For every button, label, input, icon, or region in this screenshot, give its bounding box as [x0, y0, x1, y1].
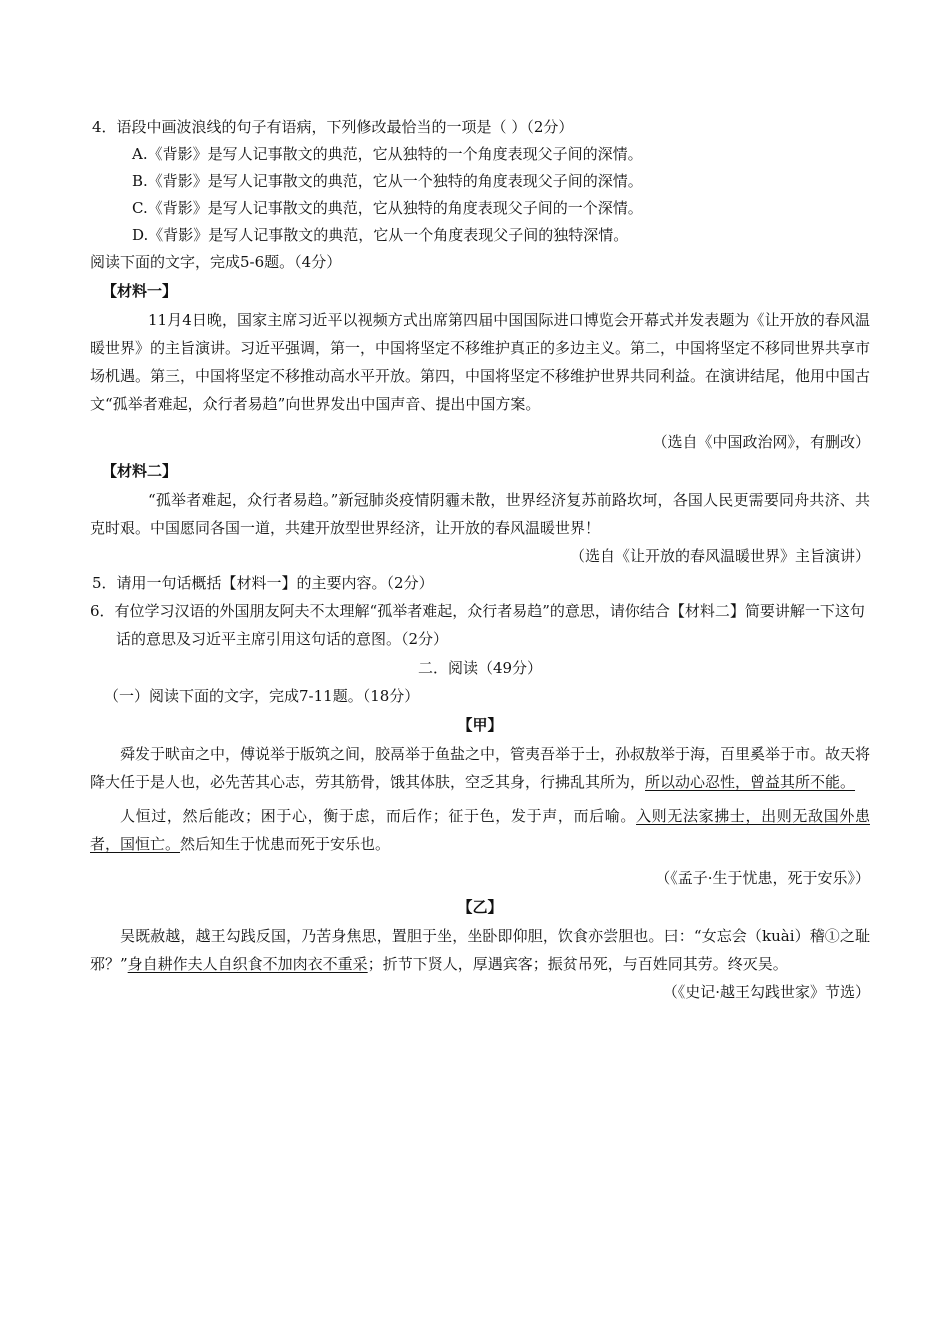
passage-yi-text-1: 吴既赦越，越王勾践反国，乃苦身焦思，置胆于坐，坐卧即仰胆，饮食亦尝胆也。曰：“女忘会（kuài）稽①之耻邪？” — [90, 927, 870, 973]
passage-jia-p2-underlined: 入则无法家拂士，出则无敌国外患者，国恒亡。 — [90, 807, 870, 853]
passage-jia-title: 【甲】 — [457, 716, 503, 734]
passage-yi-source: （《史记·越王勾践世家》节选） — [662, 983, 870, 1001]
passage-yi-underlined: 身自耕作夫人自织食不加肉衣不重采 — [127, 955, 368, 973]
material-2-title: 【材料二】 — [102, 462, 178, 480]
question-6: 6．有位学习汉语的外国朋友阿夫不太理解“孤举者难起，众行者易趋”的意思，请你结合【材料二】简要讲解一下这句话的意思及习近平主席引用这句话的意图。（2分） — [90, 602, 865, 648]
passage-jia-p1-underlined: 所以动心忍性，曾益其所不能。 — [645, 773, 856, 791]
question-4-option-b: B.《背影》是写人记事散文的典范，它从一个独特的角度表现父子间的深情。 — [132, 172, 643, 190]
section-2-title: 二．阅读（49分） — [417, 659, 543, 677]
question-5: 5．请用一句话概括【材料一】的主要内容。（2分） — [92, 574, 434, 592]
material-2-text: “孤举者难起，众行者易趋。”新冠肺炎疫情阴霾未散，世界经济复苏前路坎坷，各国人民更需要同舟共济、共克时艰。中国愿同各国一道，共建开放型世界经济，让开放的春风温暖世界！ — [90, 491, 870, 537]
passage-jia-p1-text: 舜发于畎亩之中，傅说举于版筑之间，胶鬲举于鱼盐之中，管夷吾举于士，孙叔敖举于海，百里奚举于市。故天将降大任于是人也，必先苦其心志，劳其筋骨，饿其体肤，空乏其身，行拂乱其所为， — [90, 745, 871, 791]
question-4-option-d: D.《背影》是写人记事散文的典范，它从一个角度表现父子间的独特深情。 — [132, 226, 629, 244]
material-1-text: 11月4日晚，国家主席习近平以视频方式出席第四届中国国际进口博览会开幕式并发表题为《让开放的春风温暖世界》的主旨演讲。习近平强调，第一，中国将坚定不移维护真正的多边主义。第二，中国将坚定不移同世界共享市场机遇。第三，中国将坚定不移推动高水平开放。第四，中国将坚定不移维护世界共同利益。在演讲结尾，他用中国古文“孤举者难起，众行者易趋”向世界发出中国声音、提出中国方案。 — [90, 311, 871, 413]
passage-jia-paragraph-2 — [90, 802, 870, 858]
passage-yi-text-2: ；折节下贤人，厚遇宾客；振贫吊死，与百姓同其劳。终灭吴。 — [367, 955, 788, 973]
passage-jia-p2-tail: 然后知生于忧患而死于安乐也。 — [180, 835, 391, 853]
section-2-part-1-intro: （一）阅读下面的文字，完成7-11题。（18分） — [104, 687, 420, 705]
reading-5-6-intro: 阅读下面的文字，完成5-6题。（4分） — [90, 253, 342, 271]
question-4-option-c: C.《背影》是写人记事散文的典范，它从独特的角度表现父子间的一个深情。 — [132, 199, 643, 217]
passage-yi-title: 【乙】 — [457, 898, 503, 916]
material-2-source: （选自《让开放的春风温暖世界》主旨演讲） — [569, 547, 870, 565]
passage-jia-source: （《孟子·生于忧患，死于安乐》） — [655, 869, 870, 887]
material-1-source: （选自《中国政治网》，有删改） — [652, 433, 870, 451]
passage-jia-paragraph-1 — [90, 740, 870, 796]
question-4-option-a: A.《背影》是写人记事散文的典范，它从独特的一个角度表现父子间的深情。 — [132, 145, 643, 163]
question-4-stem: 4．语段中画波浪线的句子有语病，下列修改最恰当的一项是（ ）（2分） — [92, 118, 574, 136]
passage-jia-p2-text: 人恒过，然后能改；困于心，衡于虑，而后作；征于色，发于声，而后喻。 — [120, 807, 637, 825]
passage-yi-paragraph — [90, 922, 870, 978]
material-1-title: 【材料一】 — [102, 282, 178, 300]
page-content — [90, 114, 870, 1006]
